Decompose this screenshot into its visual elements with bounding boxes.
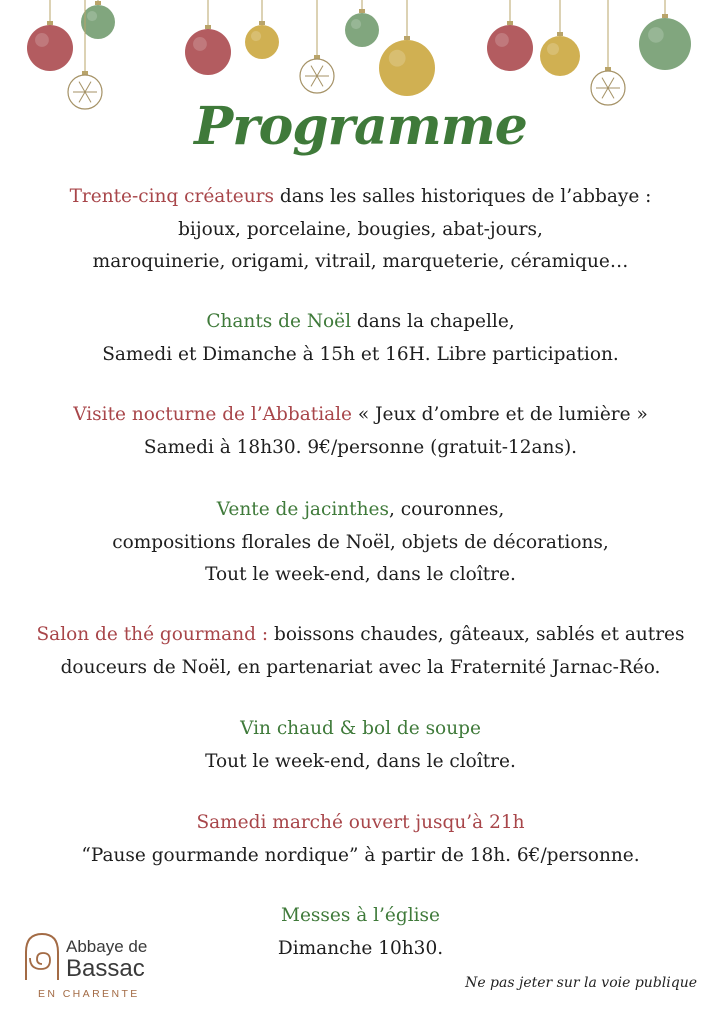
section-heading: Messes à l’église <box>281 905 440 926</box>
section-text: maroquinerie, origami, vitrail, marqueterie, céramique… <box>92 251 629 272</box>
section-text: « Jeux d’ombre et de lumière » <box>352 404 648 425</box>
section-text: dans la chapelle, <box>351 311 515 332</box>
section-text: Samedi à 18h30. 9€/personne (gratuit-12ans). <box>143 436 578 458</box>
section-text: boissons chaudes, gâteaux, sablés et autres <box>268 624 685 645</box>
section-vente <box>0 494 721 592</box>
section-heading: Vin chaud & bol de soupe <box>240 718 481 739</box>
section-salon <box>0 619 721 684</box>
section-visite <box>0 399 721 464</box>
red-bauble-icon <box>27 0 73 71</box>
section-text: Samedi et Dimanche à 15h et 16H. Libre participation. <box>102 343 619 365</box>
section-heading: Vente de jacinthes <box>216 499 389 520</box>
abbey-spiral-icon <box>22 930 62 982</box>
section-heading: Visite nocturne de l’Abbatiale <box>73 404 352 425</box>
section-marche <box>0 807 721 872</box>
section-text: Tout le week-end, dans le cloître. <box>205 564 516 585</box>
red-bauble-icon <box>185 0 231 75</box>
red-bauble-icon <box>487 0 533 71</box>
section-text: bijoux, porcelaine, bougies, abat-jours, <box>178 218 543 240</box>
section-createurs <box>0 181 721 279</box>
gold-bauble-icon <box>379 0 435 96</box>
logo-line-3: EN CHARENTE <box>38 988 140 1000</box>
section-chants <box>0 306 721 371</box>
snowflake-bauble-icon <box>591 0 625 105</box>
section-text: , couronnes, <box>388 499 505 520</box>
logo-line-1: Abbaye de <box>66 937 148 956</box>
section-heading: Chants de Noël <box>206 311 352 332</box>
section-text: “Pause gourmande nordique” à partir de 18h. 6€/personne. <box>81 844 640 866</box>
section-text: Tout le week-end, dans le cloître. <box>205 750 516 772</box>
section-heading: Salon de thé gourmand : <box>36 624 269 645</box>
section-heading: Trente-cinq créateurs <box>69 186 274 207</box>
section-text: douceurs de Noël, en partenariat avec la Fraternité Jarnac-Réo. <box>60 656 661 678</box>
logo-line-2: Bassac <box>66 955 145 982</box>
disposal-notice: Ne pas jeter sur la voie publique <box>465 975 697 991</box>
section-heading: Samedi marché ouvert jusqu’à 21h <box>196 812 525 833</box>
green-bauble-icon <box>345 0 379 47</box>
section-text: compositions florales de Noël, objets de décorations, <box>112 531 609 553</box>
snowflake-bauble-icon <box>300 0 334 93</box>
section-text: dans les salles historiques de l’abbaye : <box>273 186 652 207</box>
gold-bauble-icon <box>245 0 279 59</box>
green-bauble-icon <box>639 0 691 70</box>
abbey-logo <box>22 928 172 1004</box>
green-bauble-icon <box>81 0 115 39</box>
section-vin-chaud <box>0 713 721 778</box>
page-title: Programme <box>194 96 527 157</box>
gold-bauble-icon <box>540 0 580 76</box>
section-text: Dimanche 10h30. <box>277 937 444 959</box>
